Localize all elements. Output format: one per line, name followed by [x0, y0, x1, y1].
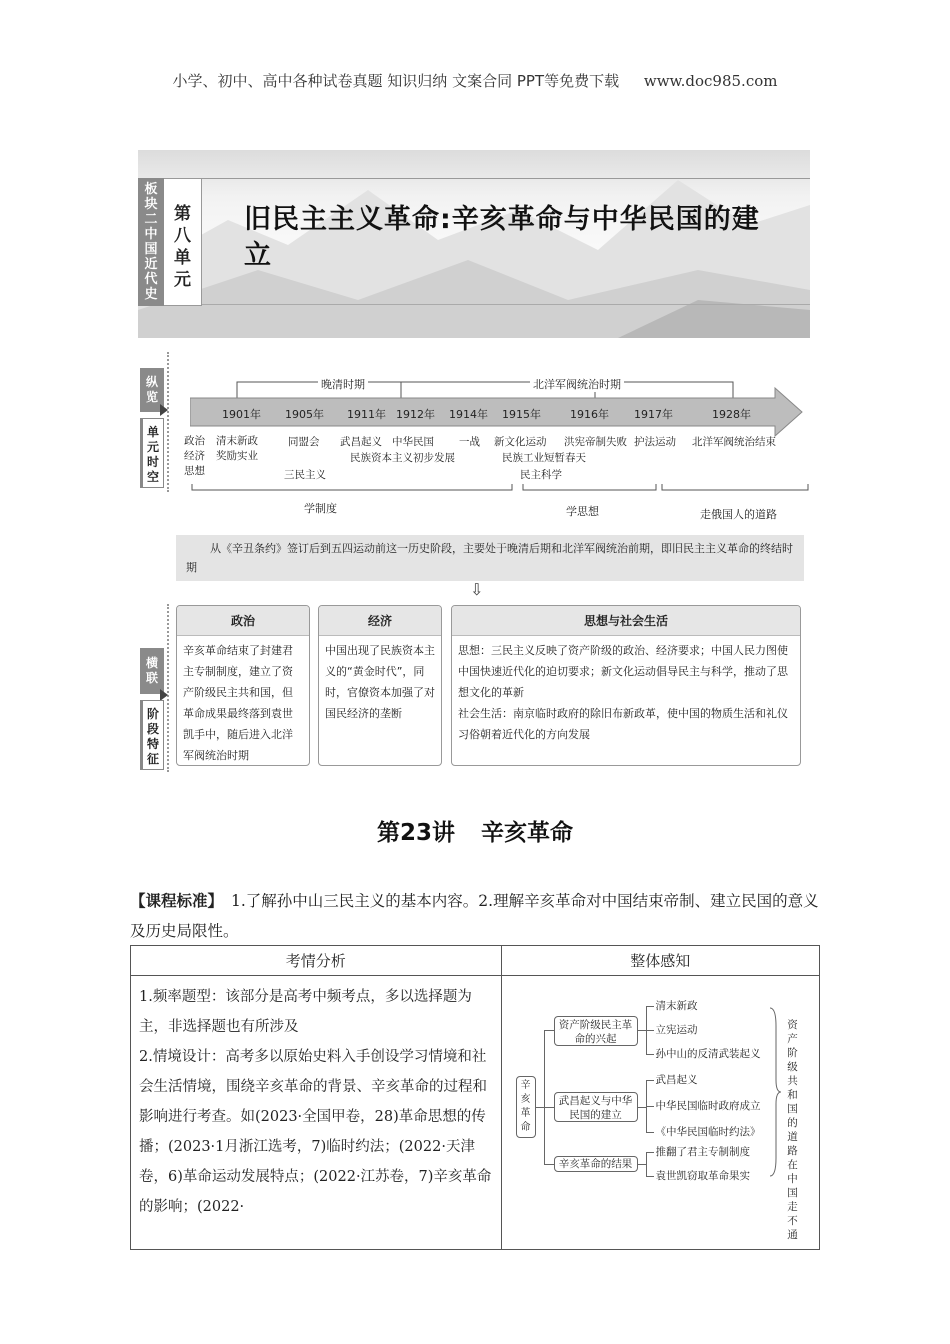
analysis-frequency: 1.频率题型：该部分是高考中频考点，多以选择题为主，非选择题也有所涉及	[139, 989, 472, 1035]
tag-henglian-text: 横 联	[145, 656, 158, 685]
timeline-guide-line	[167, 352, 169, 492]
mindmap-connector	[646, 1152, 654, 1153]
stage-summary	[176, 535, 804, 581]
event-1915: 新文化运动	[494, 436, 547, 448]
page-header	[0, 70, 950, 91]
event-1901: 清末新政 奖励实业	[216, 435, 258, 462]
mindmap-root	[516, 1076, 536, 1138]
leaf-new-policies: 清末新政	[655, 1000, 698, 1012]
card-thought-title: 思想与社会生活	[452, 606, 800, 636]
event-1905: 同盟会	[288, 436, 320, 448]
tag-henglian	[140, 648, 164, 694]
branch-results: 辛亥革命的结果	[554, 1156, 638, 1172]
mindmap-connector	[544, 1030, 554, 1031]
year-1916: 1916年	[570, 408, 609, 421]
leaf-sun-uprisings: 孙中山的反清武装起义	[655, 1048, 761, 1060]
analysis-context: 2.情境设计：高考多以原始史料入手创设学习情境和社会生活情境，围绕辛亥革命的背景、辛亥革命的过程和影响进行考查。如(2023·全国甲卷，28)革命思想的传播；(2023·1月浙江选考，7)临时约法；(2022·天津卷，6)革命运动发展特点；(2022·江苏卷，7)辛亥革命的影响；(2022·	[139, 1049, 492, 1215]
year-1901: 1901年	[222, 408, 261, 421]
event-category-column: 政治 经济 思想	[184, 435, 205, 477]
unit-banner	[138, 150, 810, 338]
mindmap-connector	[638, 1164, 646, 1165]
card-economy	[318, 605, 442, 766]
tag-danyuan-shikong-text: 单 元 时 空	[146, 425, 159, 484]
banner-section-text: 板 块 二 中 国 近 代 史	[144, 182, 158, 302]
standard-text: 1.了解孙中山三民主义的基本内容。2.理解辛亥革命对中国结束帝制、建立民国的意义及历史局限性。	[130, 892, 819, 940]
year-1914: 1914年	[449, 408, 488, 421]
lecture-name: 辛亥革命	[481, 820, 573, 846]
year-1928: 1928年	[712, 408, 751, 421]
header-exam-analysis: 考情分析	[131, 946, 502, 976]
banner-section-label	[138, 178, 164, 306]
leaf-yuan-usurp: 袁世凯窃取革命果实	[655, 1170, 750, 1182]
event-1912: 中华民国	[392, 436, 434, 448]
tag-pointer-icon	[160, 404, 170, 416]
card-thought-social-life: 社会生活：南京临时政府的除旧布新政革，使中国的物质生活和礼仪习俗朝着近代化的方向发展	[458, 707, 788, 741]
banner-unit-text: 第 八 单 元	[174, 204, 191, 290]
mindmap-connector	[544, 1164, 554, 1165]
event-1916: 洪宪帝制失败	[564, 436, 627, 448]
card-politics-body: 辛亥革命结束了封建君主专制制度，建立了资产阶级民主共和国，但革命成果最终落到袁世凯手中，随后进入北洋军阀统治时期	[183, 644, 293, 762]
banner-unit-label	[164, 178, 202, 306]
year-1915: 1915年	[502, 408, 541, 421]
leaf-wuchang-uprising: 武昌起义	[655, 1074, 698, 1086]
mindmap-connector	[638, 1107, 646, 1108]
mindmap-connector	[646, 1030, 654, 1031]
mindmap-conclusion: 资产阶级共和国的道路在中国走不通	[787, 1019, 798, 1241]
card-politics	[176, 605, 310, 766]
stage-summary-text: 从《辛丑条约》签订后到五四运动前这一历史阶段，主要处于晚清后期和北洋军阀统治前期，即旧民主主义革命的终结时期	[186, 542, 793, 574]
year-1911: 1911年	[347, 408, 386, 421]
mindmap-root-text: 辛 亥 革 命	[520, 1080, 531, 1133]
branch-rise: 资产阶级民主革命的兴起	[554, 1016, 638, 1046]
tag-zonglan-text: 纵 览	[145, 375, 158, 404]
mindmap-spine	[544, 1030, 545, 1164]
leaf-overthrow-monarchy: 推翻了君主专制制度	[655, 1146, 750, 1158]
mindmap-connector	[646, 1006, 654, 1007]
period-beiyang: 北洋军阀统治时期	[530, 376, 624, 392]
card-thought-body	[452, 636, 800, 749]
mindmap-connector	[646, 1152, 647, 1176]
mindmap-connector	[646, 1080, 654, 1081]
label-russian-path: 走俄国人的道路	[700, 508, 777, 521]
label-learn-ideas: 学思想	[566, 505, 599, 518]
card-thought-ideas: 思想：三民主义反映了资产阶级的政治、经济要求；中国人民力图使中国快速近代化的迫切要求；新文化运动倡导民主与科学，推动了思想文化的革新	[458, 644, 788, 699]
card-politics-title: 政治	[177, 606, 309, 636]
card-economy-title: 经济	[319, 606, 441, 636]
banner-top-rule	[202, 178, 810, 179]
mindmap-brace	[768, 1006, 782, 1178]
year-1912: 1912年	[396, 408, 435, 421]
analysis-table	[130, 945, 820, 1250]
mindmap-connector	[646, 1132, 654, 1133]
banner-bottom-rule	[202, 304, 810, 305]
lecture-number: 第23讲	[376, 820, 455, 846]
down-arrow-icon: ⇩	[470, 580, 484, 599]
event-1917: 护法运动	[634, 436, 676, 448]
tag-jieduan-tezheng	[140, 700, 164, 770]
curriculum-standard	[130, 886, 820, 946]
mindmap-connector	[638, 1030, 646, 1031]
header-site[interactable]: www.doc985.com	[643, 72, 778, 90]
header-text: 小学、初中、高中各种试卷真题 知识归纳 文案合同 PPT等免费下载	[172, 72, 620, 90]
lecture-title	[0, 814, 950, 847]
event-capitalism-development: 民族资本主义初步发展	[350, 452, 455, 464]
branch-wuchang: 武昌起义与中华民国的建立	[554, 1092, 638, 1122]
event-1915-democracy: 民主科学	[520, 469, 562, 481]
label-learn-institutions: 学制度	[304, 502, 337, 515]
mindmap-connector	[544, 1107, 554, 1108]
header-overall-perception: 整体感知	[501, 946, 820, 976]
event-1905-ideology: 三民主义	[284, 469, 326, 481]
event-1928: 北洋军阀统治结束	[692, 436, 776, 448]
card-economy-body: 中国出现了民族资本主义的“黄金时代”，同时，官僚资本加强了对国民经济的垄断	[325, 644, 435, 720]
year-1917: 1917年	[634, 408, 673, 421]
year-1905: 1905年	[285, 408, 324, 421]
event-1914: 一战	[459, 436, 480, 448]
period-late-qing: 晚清时期	[318, 376, 368, 392]
banner-title: 旧民主主义革命:辛亥革命与中华民国的建立	[244, 204, 760, 271]
tag-jieduan-tezheng-text: 阶 段 特 征	[146, 707, 159, 766]
mindmap-connector	[536, 1107, 544, 1108]
features-guide-line	[167, 604, 169, 772]
leaf-provisional-government: 中华民国临时政府成立	[655, 1100, 761, 1112]
leaf-constitutional-movement: 立宪运动	[655, 1024, 698, 1036]
tag-danyuan-shikong	[140, 418, 164, 488]
mindmap	[502, 976, 820, 1249]
mindmap-connector	[646, 1054, 654, 1055]
card-thought-society	[451, 605, 801, 766]
mindmap-connector	[646, 1106, 654, 1107]
standard-label: 【课程标准】	[130, 892, 224, 910]
leaf-provisional-constitution: 《中华民国临时约法》	[655, 1126, 761, 1138]
event-1911: 武昌起义	[340, 436, 382, 448]
mindmap-connector	[646, 1176, 654, 1177]
exam-analysis-text	[131, 976, 501, 1228]
event-1915-industry: 民族工业短暂春天	[502, 452, 586, 464]
